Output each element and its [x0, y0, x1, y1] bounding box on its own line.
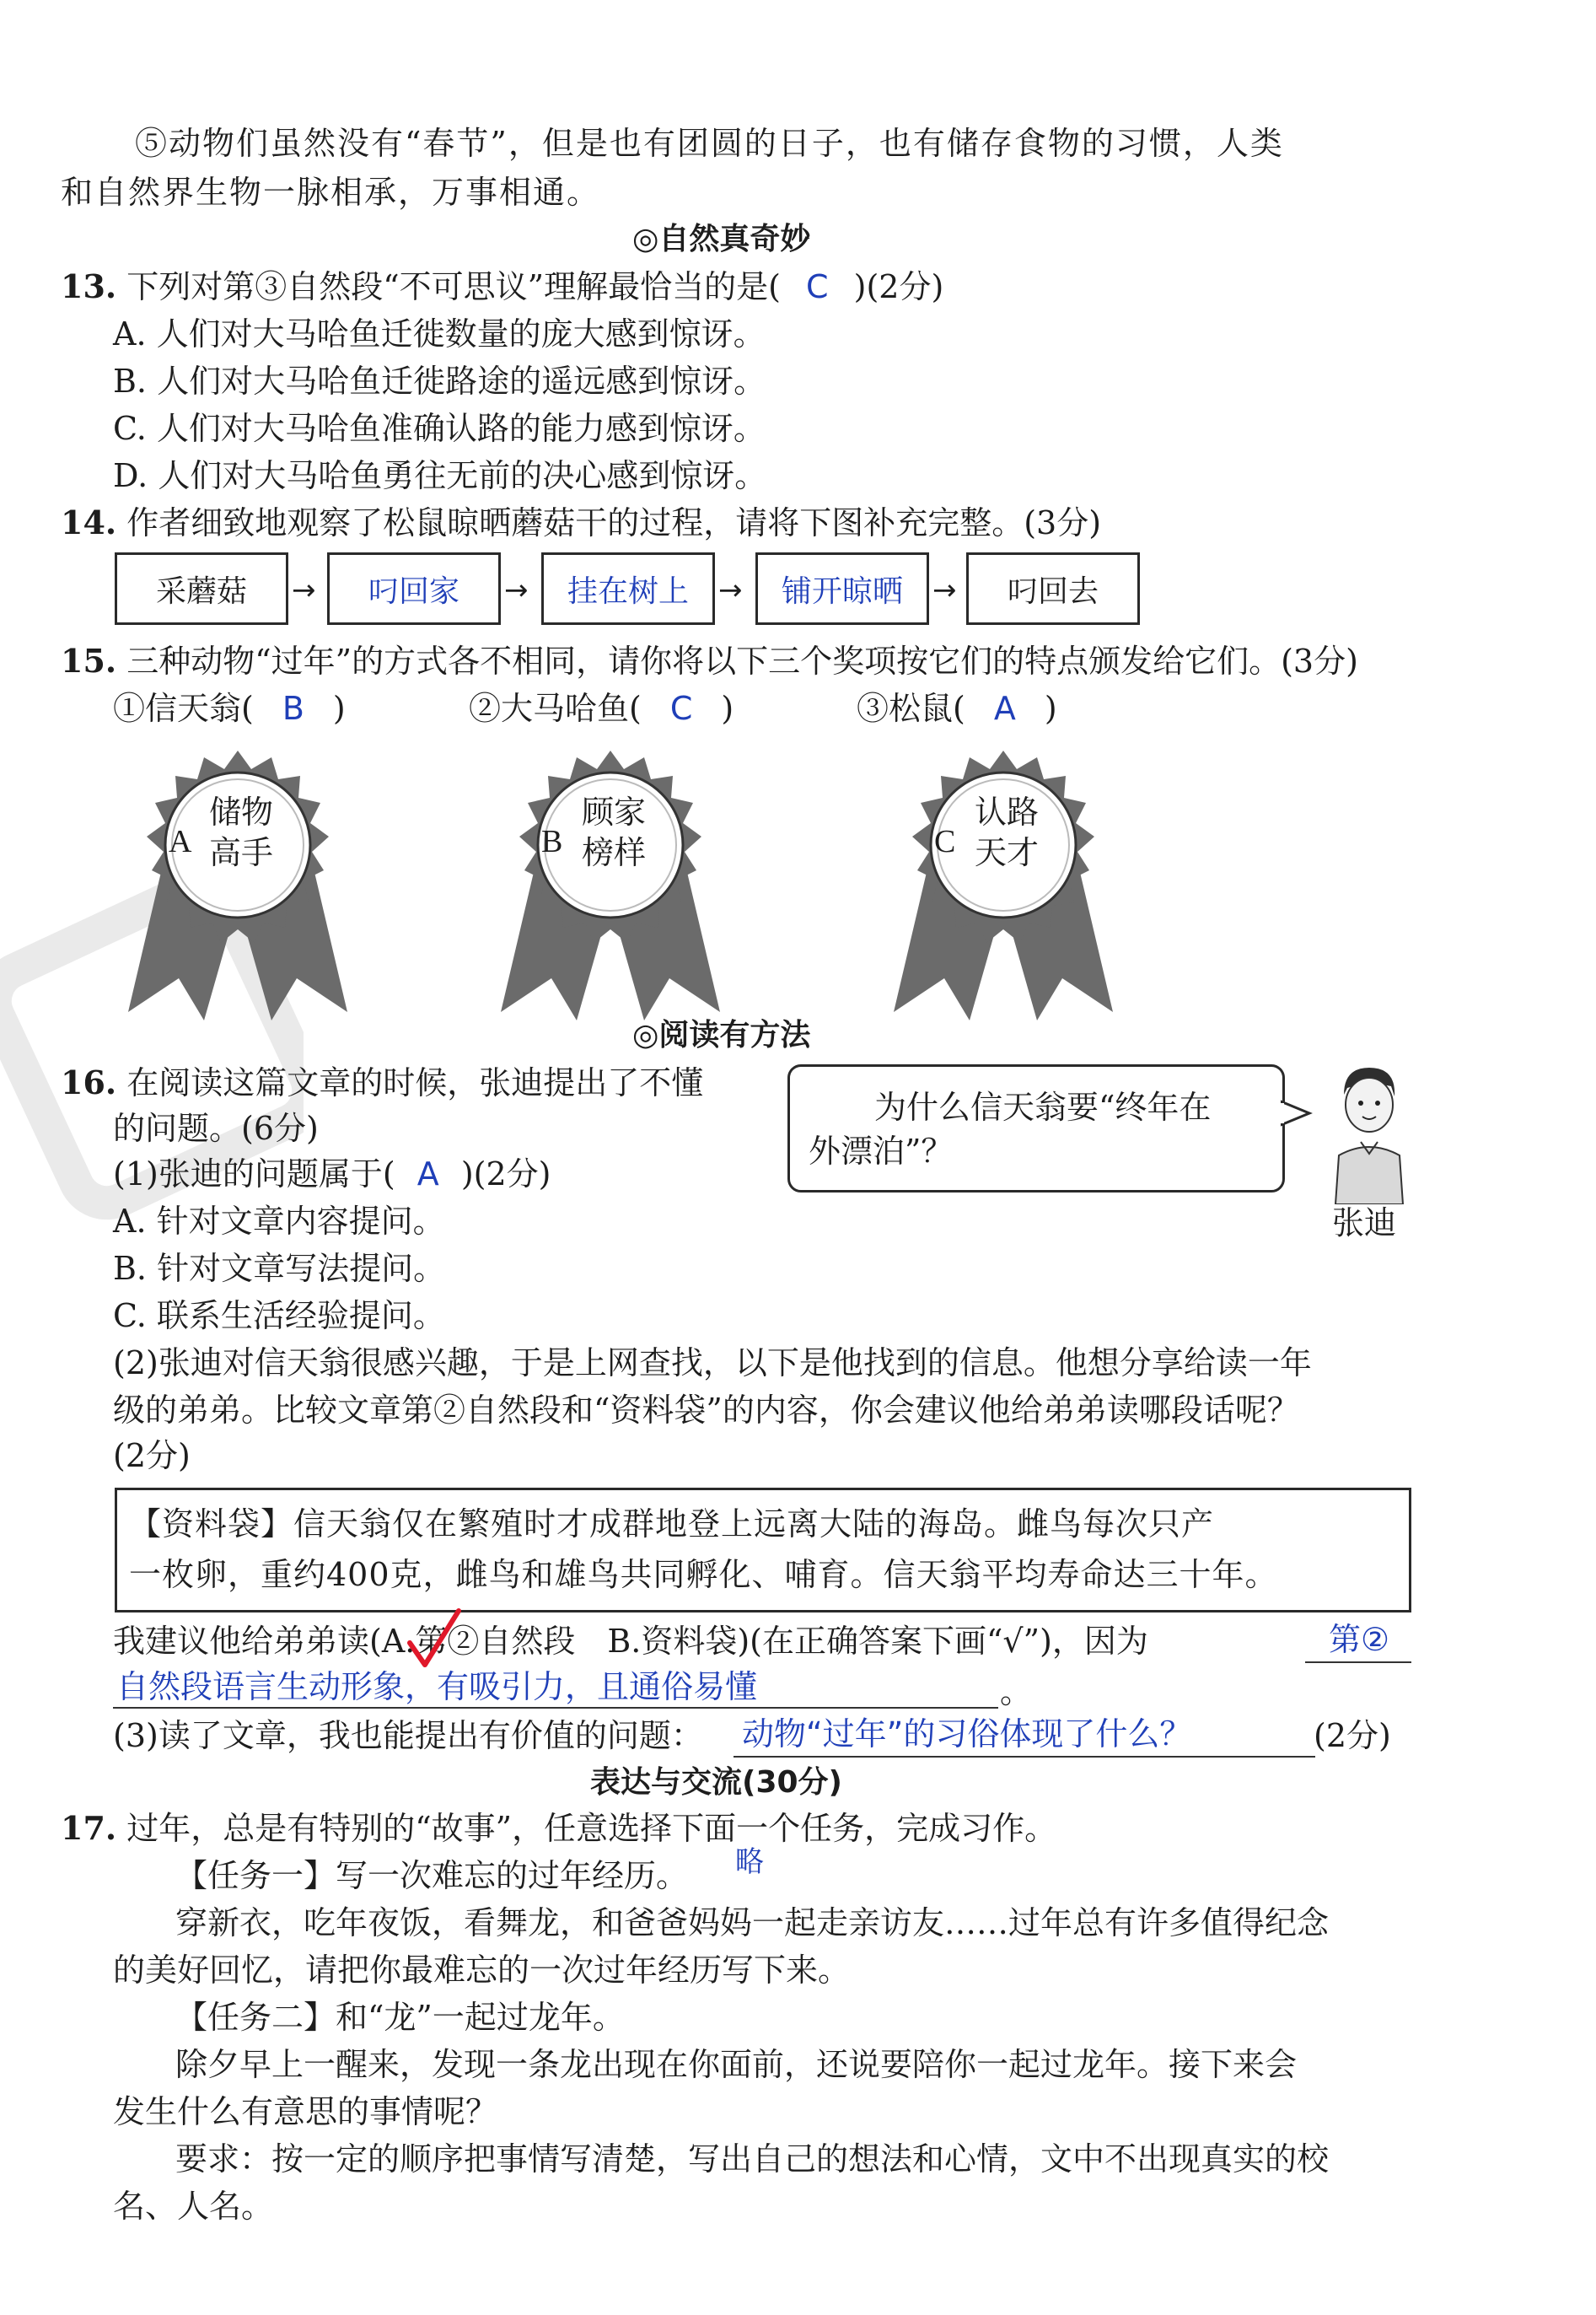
rosette-icon: [111, 742, 364, 1029]
q16-suggest-line: 我建议他给弟弟读(A.第②自然段 B.资料袋)(在正确答案下画“√”)，因为: [113, 1623, 1148, 1660]
medal-b-line2: 榜样: [582, 834, 647, 871]
q14-stem: [61, 503, 1101, 543]
q16-part3-stem: (3)读了文章，我也能提出有价值的问题：: [113, 1717, 703, 1754]
medal-c-line2: 天才: [975, 834, 1040, 871]
q15-item-3: [857, 688, 1057, 729]
info-line1: 【资料袋】信天翁仅在繁殖时才成群地登上远离大陆的海岛。雌鸟每次只产: [129, 1505, 1215, 1542]
q15-item-1-close: ): [332, 690, 346, 727]
q16-stem-line1: [61, 1063, 703, 1103]
q16-part2-line3: (2分): [113, 1437, 191, 1474]
q16-part2-line2: 级的弟弟。比较文章第②自然段和“资料袋”的内容，你会建议他给弟弟读哪段话呢？: [113, 1392, 1299, 1429]
task1-line2: 的美好回忆，请把你最难忘的一次过年经历写下来。: [113, 1952, 851, 1989]
award-medal-b: [484, 742, 737, 1029]
award-medal-c: [877, 742, 1130, 1029]
answer-underline-3: [734, 1756, 1315, 1758]
info-box: [115, 1488, 1411, 1612]
flow-step-1: 采蘑菇: [115, 552, 288, 625]
check-mark-icon: [405, 1606, 464, 1670]
q15-item-3-answer: A: [993, 690, 1016, 727]
medal-b-letter: B: [541, 824, 563, 859]
flow-arrow-2: →: [504, 573, 529, 607]
section-heading-reading: ◎阅读有方法: [632, 1018, 811, 1053]
task1-title: 【任务一】写一次难忘的过年经历。: [175, 1857, 689, 1894]
task2-line2: 发生什么有意思的事情呢？: [113, 2093, 498, 2130]
para5-line1: ⑤动物们虽然没有“春节”，但是也有团圆的日子，也有储存食物的习惯，人类: [135, 125, 1284, 162]
flow-arrow-3: →: [718, 573, 743, 607]
bubble-tail-icon: [1281, 1096, 1314, 1130]
q15-item-2-answer: C: [669, 690, 693, 727]
q13-option-b: B. 人们对大马哈鱼迁徙路途的遥远感到惊讶。: [113, 363, 766, 400]
q16-part1-stem: [113, 1154, 551, 1194]
flow-step-4: 铺开晾晒: [755, 552, 929, 625]
award-medal-a: [111, 742, 364, 1029]
q16-p1-option-a: A. 针对文章内容提问。: [113, 1203, 445, 1240]
q13-tail: )(2分): [853, 268, 944, 305]
q16-part3-answer: 动物“过年”的习俗体现了什么？: [742, 1715, 1192, 1752]
q15-text: 三种动物“过年”的方式各不相同，请你将以下三个奖项按它们的特点颁发给它们。(3分): [126, 643, 1358, 680]
bubble-line2: 外漂泊”？: [809, 1133, 954, 1170]
section-heading-nature: ◎自然真奇妙: [632, 222, 811, 256]
flow-step-5: 叼回去: [966, 552, 1140, 625]
q13-option-a: A. 人们对大马哈鱼迁徙数量的庞大感到惊讶。: [113, 315, 766, 353]
q13-answer: C: [806, 268, 829, 305]
rosette-icon: [484, 742, 737, 1029]
q17-text: 过年，总是有特别的“故事”，任意选择下面一个任务，完成习作。: [126, 1810, 1057, 1847]
q15-number: 15.: [61, 642, 117, 680]
q13-option-d: D. 人们对大马哈鱼勇往无前的决心感到惊讶。: [113, 457, 767, 494]
rosette-icon: [877, 742, 1130, 1029]
boy-avatar-icon: [1319, 1061, 1420, 1204]
requirement-line2: 名、人名。: [113, 2188, 274, 2225]
q14-text: 作者细致地观察了松鼠晾晒蘑菇干的过程，请将下图补充完整。(3分): [126, 504, 1102, 541]
person-name-label: 张迪: [1332, 1204, 1397, 1241]
q17-stem: [61, 1808, 1056, 1849]
task2-line1: 除夕早上一醒来，发现一条龙出现在你面前，还说要陪你一起过龙年。接下来会: [175, 2046, 1298, 2083]
q16-suggest-answer2: 自然段语言生动形象，有吸引力，且通俗易懂: [116, 1668, 758, 1705]
q15-item-1: [113, 688, 346, 729]
q17-number: 17.: [61, 1809, 117, 1847]
q16-suggest-answer1: 第②: [1329, 1621, 1390, 1658]
task1-line1: 穿新衣，吃年夜饭，看舞龙，和爸爸妈妈一起走亲访友……过年总有许多值得纪念: [175, 1904, 1330, 1941]
q16-part3-tail: (2分): [1314, 1717, 1391, 1754]
q16-p1-option-c: C. 联系生活经验提问。: [113, 1297, 445, 1334]
q15-item-1-answer: B: [282, 690, 304, 727]
medal-b-line1: 顾家: [582, 794, 647, 831]
flow-step-2: 叼回家: [327, 552, 501, 625]
q16-text: 在阅读这篇文章的时候，张迪提出了不懂: [126, 1064, 704, 1101]
q15-item-2-label: ②大马哈鱼(: [469, 690, 642, 727]
task2-title: 【任务二】和“龙”一起过龙年。: [175, 1999, 625, 2036]
q16-p1-option-b: B. 针对文章写法提问。: [113, 1250, 446, 1287]
q16-part2-line1: (2)张迪对信天翁很感兴趣，于是上网查找，以下是他找到的信息。他想分享给读一年: [113, 1344, 1312, 1381]
requirement-line1: 要求：按一定的顺序把事情写清楚，写出自己的想法和心情，文中不出现真实的校: [175, 2140, 1330, 2178]
q16-p1-text: (1)张迪的问题属于(: [113, 1155, 395, 1192]
medal-c-line1: 认路: [975, 794, 1040, 831]
q16-p1-tail: )(2分): [460, 1155, 551, 1192]
info-line2: 一枚卵，重约400克，雌鸟和雄鸟共同孵化、哺育。信天翁平均寿命达三十年。: [129, 1556, 1278, 1593]
q15-item-2: [469, 688, 734, 729]
q13-stem: [61, 266, 943, 307]
flow-step-3: 挂在树上: [541, 552, 715, 625]
medal-c-letter: C: [934, 824, 956, 859]
medal-a-letter: A: [169, 824, 192, 859]
q16-p1-answer: A: [416, 1155, 439, 1192]
q16-number: 16.: [61, 1063, 117, 1101]
q13-number: 13.: [61, 267, 117, 305]
bubble-line1: 为什么信天翁要“终年在: [874, 1089, 1212, 1126]
answer-underline-1: [1305, 1661, 1411, 1663]
flow-arrow-1: →: [292, 573, 316, 607]
para5-line2: 和自然界生物一脉相承，万事相通。: [61, 174, 601, 211]
task1-answer: 略: [735, 1845, 764, 1879]
q14-number: 14.: [61, 503, 117, 541]
flow-arrow-4: →: [932, 573, 957, 607]
speech-bubble: [787, 1064, 1285, 1192]
q16-stem-line2: 的问题。(6分): [113, 1110, 319, 1147]
answer-underline-2: [113, 1707, 998, 1709]
q15-item-3-close: ): [1044, 690, 1057, 727]
q15-item-3-label: ③松鼠(: [857, 690, 965, 727]
q15-item-1-label: ①信天翁(: [113, 690, 254, 727]
q13-text: 下列对第③自然段“不可思议”理解最恰当的是(: [126, 268, 781, 305]
section-heading-expression: 表达与交流(30分): [590, 1765, 843, 1800]
q15-stem: [61, 641, 1358, 681]
medal-a-line2: 高手: [209, 834, 274, 871]
q16-suggest-end: 。: [1000, 1673, 1033, 1710]
medal-a-line1: 储物: [209, 794, 274, 831]
q15-item-2-close: ): [721, 690, 734, 727]
q13-option-c: C. 人们对大马哈鱼准确认路的能力感到惊讶。: [113, 410, 766, 447]
